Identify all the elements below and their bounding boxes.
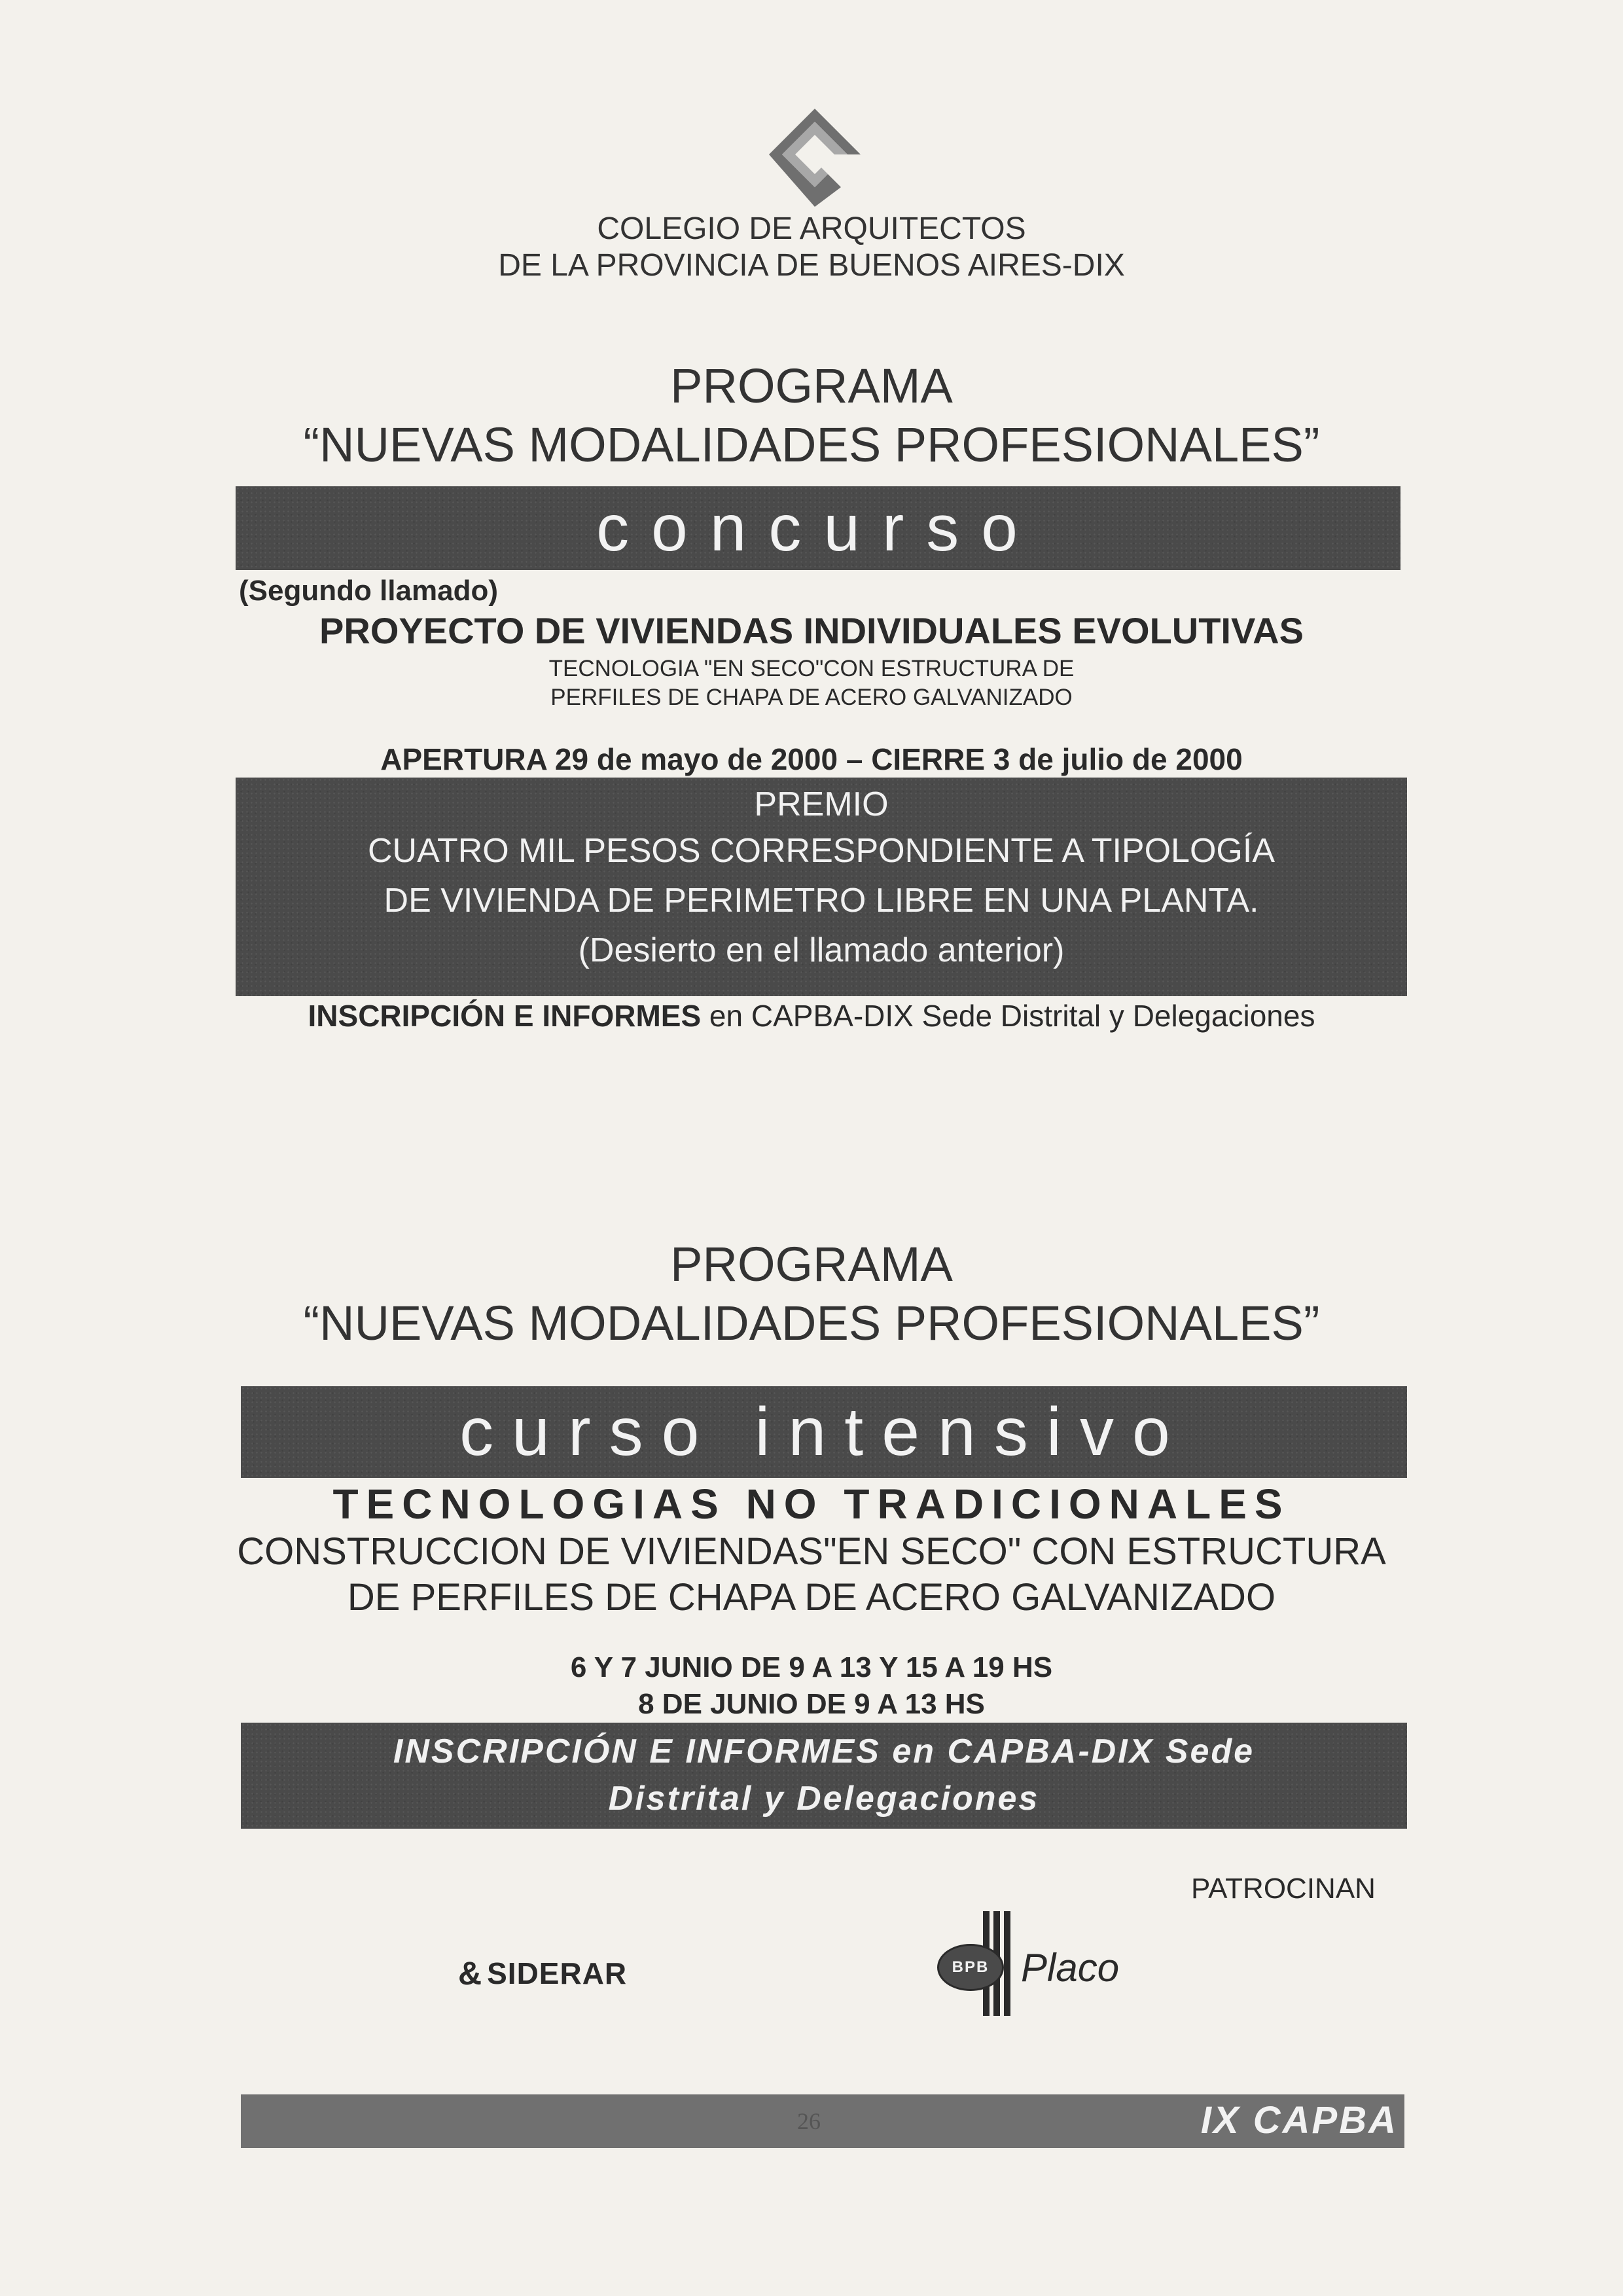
org-line-1: COLEGIO DE ARQUITECTOS	[597, 211, 1026, 246]
horario-line-2: 8 DE JUNIO DE 9 A 13 HS	[638, 1688, 985, 1720]
placo-logo	[929, 1911, 1139, 2016]
placo-wordmark: Placo	[1021, 1946, 1120, 1990]
premio-box	[236, 778, 1407, 996]
bpb-label: BPB	[952, 1958, 990, 1976]
curso-inscripcion-box	[241, 1723, 1407, 1829]
concurso-banner-label: concurso	[596, 492, 1040, 565]
patrocinan-label: PATROCINAN	[1191, 1873, 1376, 1905]
curso-banner-label: curso intensivo	[459, 1394, 1188, 1470]
premio-title: PREMIO	[754, 785, 889, 823]
concurso-programa-name: “NUEVAS MODALIDADES PROFESIONALES”	[303, 418, 1320, 472]
siderar-logo	[458, 1950, 627, 1996]
proyecto-title: PROYECTO DE VIVIENDAS INDIVIDUALES EVOLUTIVAS	[319, 610, 1304, 651]
footer-bar	[241, 2094, 1404, 2148]
siderar-symbol-icon: &	[458, 1955, 482, 1992]
segundo-llamado: (Segundo llamado)	[239, 575, 498, 607]
siderar-wordmark: SIDERAR	[487, 1956, 628, 1990]
curso-programa-title: PROGRAMA	[670, 1237, 953, 1291]
curso-inscripcion-line-2: Distrital y Delegaciones	[608, 1780, 1040, 1818]
horario-line-1: 6 Y 7 JUNIO DE 9 A 13 Y 15 A 19 HS	[570, 1651, 1053, 1683]
concurso-inscripcion	[0, 997, 1623, 1034]
org-line-2: DE LA PROVINCIA DE BUENOS AIRES-DIX	[498, 248, 1125, 283]
bpb-circle	[937, 1944, 1004, 1991]
capba-logo-icon	[762, 103, 867, 208]
edition-label: IX CAPBA	[1200, 2099, 1398, 2142]
concurso-fechas: APERTURA 29 de mayo de 2000 – CIERRE 3 de julio de 2000	[380, 742, 1243, 776]
tecnologia-line-1: TECNOLOGIA "EN SECO"CON ESTRUCTURA DE	[548, 656, 1075, 681]
concurso-inscripcion-rest: en CAPBA-DIX Sede Distrital y Delegaciones	[709, 999, 1315, 1033]
premio-line-3: (Desierto en el llamado anterior)	[578, 931, 1065, 969]
construccion-line-2: DE PERFILES DE CHAPA DE ACERO GALVANIZADO	[347, 1576, 1276, 1619]
concurso-banner	[236, 486, 1400, 570]
concurso-tecnologia	[0, 655, 1623, 712]
curso-banner	[241, 1386, 1407, 1478]
concurso-programa-title: PROGRAMA	[670, 359, 953, 413]
premio-line-1: CUATRO MIL PESOS CORRESPONDIENTE A TIPOLOGÍA	[368, 832, 1275, 870]
concurso-inscripcion-bold: INSCRIPCIÓN E INFORMES	[308, 999, 702, 1033]
tecnologias-no-tradicionales: TECNOLOGIAS NO TRADICIONALES	[332, 1480, 1291, 1528]
premio-line-2: DE VIVIENDA DE PERIMETRO LIBRE EN UNA PLANTA.	[383, 882, 1259, 920]
curso-horario	[0, 1649, 1623, 1723]
curso-construccion	[0, 1529, 1623, 1621]
construccion-line-1: CONSTRUCCION DE VIVIENDAS"EN SECO" CON ESTRUCTURA	[237, 1530, 1386, 1573]
curso-inscripcion-line-1: INSCRIPCIÓN E INFORMES en CAPBA-DIX Sede	[393, 1732, 1255, 1770]
org-name	[0, 211, 1623, 284]
curso-programa-name: “NUEVAS MODALIDADES PROFESIONALES”	[303, 1296, 1320, 1350]
page-number: 26	[797, 2108, 821, 2134]
capba-logo	[762, 103, 867, 208]
tecnologia-line-2: PERFILES DE CHAPA DE ACERO GALVANIZADO	[550, 685, 1073, 710]
